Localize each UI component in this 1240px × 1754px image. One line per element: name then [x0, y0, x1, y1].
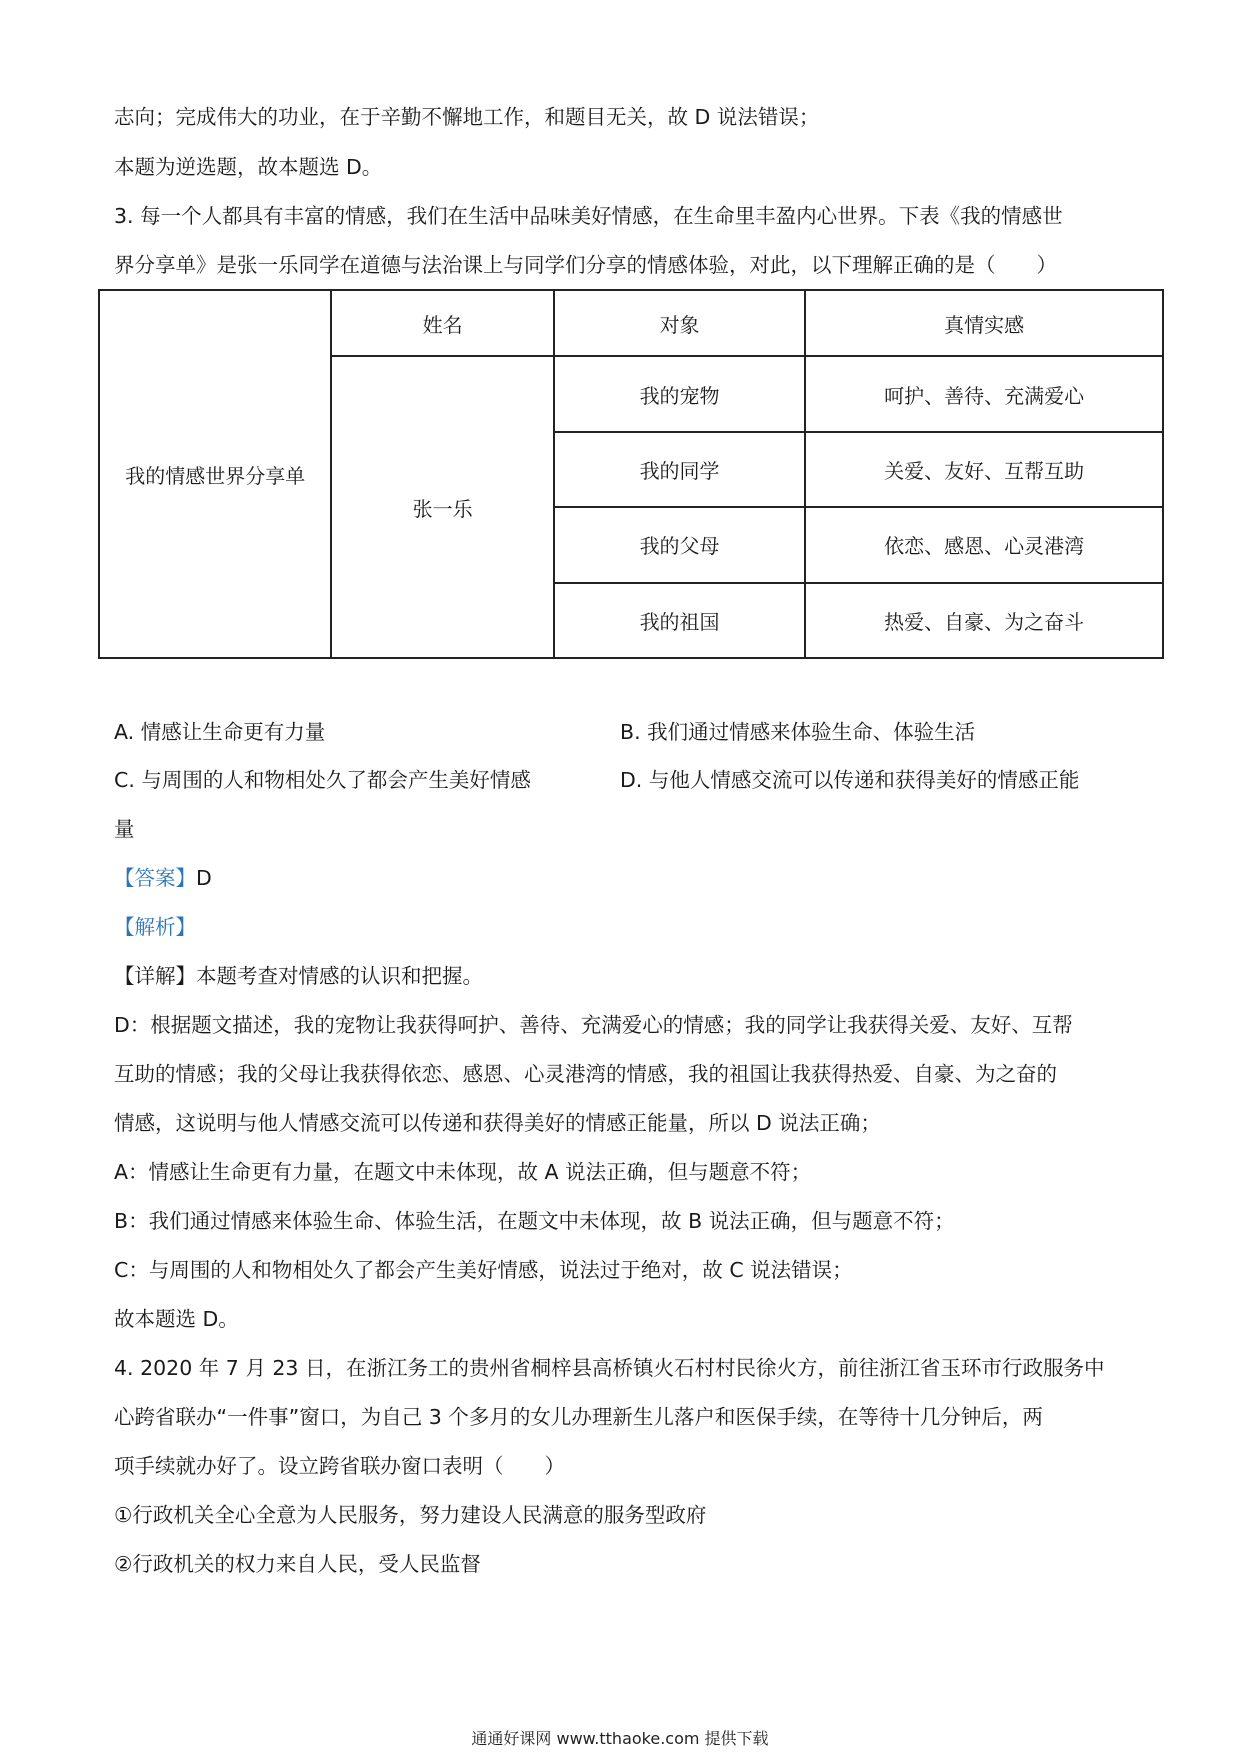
feeling-cell: 关爱、友好、互帮互助	[805, 432, 1163, 507]
question-4-line: 4. 2020 年 7 月 23 日，在浙江务工的贵州省桐梓县高桥镇火石村村民徐火方，前往浙江省玉环市行政服务中	[114, 1356, 1105, 1380]
explanation-line: D：根据题文描述，我的宠物让我获得呵护、善待、充满爱心的情感；我的同学让我获得关爱、友好、互帮	[114, 1013, 1073, 1037]
explanation-line: B：我们通过情感来体验生命、体验生活，在题文中未体现，故 B 说法正确，但与题意不符；	[114, 1209, 955, 1233]
option-c: C. 与周围的人和物相处久了都会产生美好情感	[114, 768, 531, 792]
detail-intro: 本题考查对情感的认识和把握。	[196, 964, 483, 988]
question-3-stem-1: 3. 每一个人都具有丰富的情感，我们在生活中品味美好情感，在生命里丰盈内心世界。下表《我的情感世	[114, 204, 1063, 228]
question-4-line: 项手续就办好了。设立跨省联办窗口表明（ ）	[114, 1454, 565, 1478]
page-footer: 通通好课网 www.tthaoke.com 提供下载	[471, 1729, 769, 1748]
feeling-cell: 呵护、善待、充满爱心	[805, 356, 1163, 431]
answer-line	[114, 863, 212, 893]
analysis-tag: 【解析】	[114, 915, 196, 939]
header-feeling: 真情实感	[805, 290, 1163, 356]
question-4-line: 心跨省联办“一件事”窗口，为自己 3 个多月的女儿办理新生儿落户和医保手续，在等待十几分钟后，两	[114, 1405, 1043, 1429]
explanation-line: 情感，这说明与他人情感交流可以传递和获得美好的情感正能量，所以 D 说法正确；	[114, 1111, 881, 1135]
table-title-cell: 我的情感世界分享单	[99, 290, 331, 658]
explanation-line: A：情感让生命更有力量，在题文中未体现，故 A 说法正确，但与题意不符；	[114, 1160, 812, 1184]
student-name-cell: 张一乐	[331, 356, 553, 658]
object-cell: 我的宠物	[554, 356, 805, 431]
option-a: A. 情感让生命更有力量	[114, 720, 326, 744]
intro-line-1: 志向；完成伟大的功业，在于辛勤不懈地工作，和题目无关，故 D 说法错误；	[114, 105, 820, 129]
object-cell: 我的祖国	[554, 583, 805, 658]
option-b: B. 我们通过情感来体验生命、体验生活	[620, 720, 976, 744]
explanation-line: C：与周围的人和物相处久了都会产生美好情感，说法过于绝对，故 C 说法错误；	[114, 1258, 853, 1282]
answer-tag: 【答案】	[114, 866, 196, 890]
answer-value: D	[196, 866, 212, 890]
detail-line	[114, 961, 483, 991]
option-d-continued: 量	[114, 817, 135, 841]
option-d: D. 与他人情感交流可以传递和获得美好的情感正能	[620, 768, 1080, 792]
explanation-line: 互助的情感；我的父母让我获得依恋、感恩、心灵港湾的情感，我的祖国让我获得热爱、自豪、为之奋的	[114, 1062, 1057, 1086]
header-name: 姓名	[331, 290, 553, 356]
header-object: 对象	[554, 290, 805, 356]
feeling-cell: 依恋、感恩、心灵港湾	[805, 507, 1163, 582]
question-3-stem-2: 界分享单》是张一乐同学在道德与法治课上与同学们分享的情感体验，对此，以下理解正确的是（ ）	[114, 253, 1057, 277]
object-cell: 我的父母	[554, 507, 805, 582]
detail-tag: 【详解】	[114, 964, 196, 988]
emotion-share-table	[98, 289, 1164, 659]
explanation-line: 故本题选 D。	[114, 1307, 239, 1331]
intro-line-2: 本题为逆选题，故本题选 D。	[114, 155, 383, 179]
question-4-line: ②行政机关的权力来自人民，受人民监督	[114, 1552, 481, 1576]
feeling-cell: 热爱、自豪、为之奋斗	[805, 583, 1163, 658]
question-4-line: ①行政机关全心全意为人民服务，努力建设人民满意的服务型政府	[114, 1503, 707, 1527]
object-cell: 我的同学	[554, 432, 805, 507]
